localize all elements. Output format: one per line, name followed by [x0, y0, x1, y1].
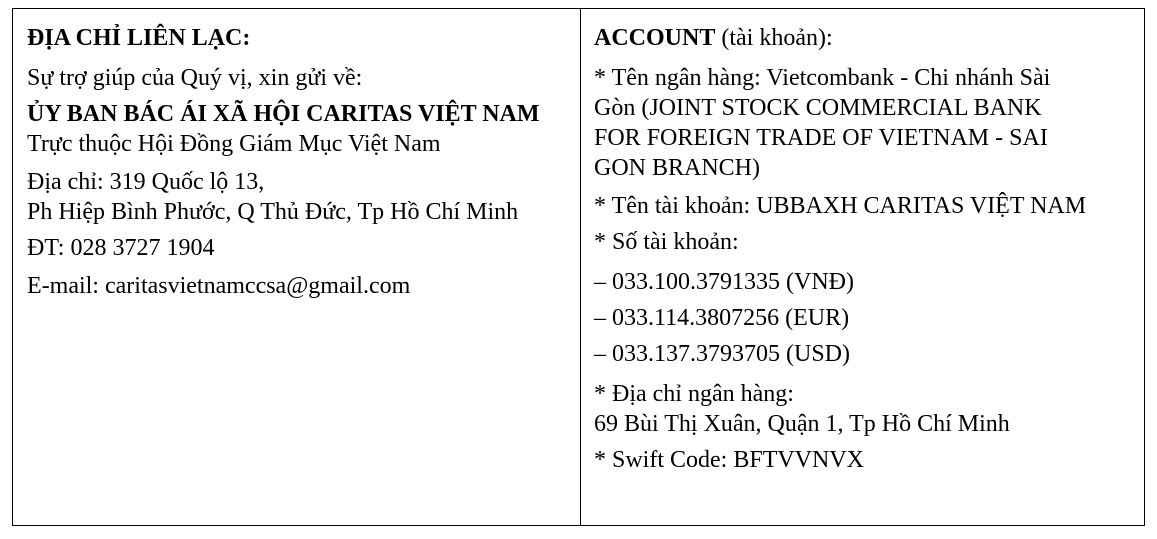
account-column [581, 9, 1144, 525]
info-table [12, 8, 1145, 526]
account-number-label: * Số tài khoản: [594, 229, 739, 255]
bank-name-line: Gòn (JOINT STOCK COMMERCIAL BANK [594, 95, 1042, 121]
bank-address-label: * Địa chỉ ngân hàng: [594, 381, 794, 407]
address-line-2: Ph Hiệp Bình Phước, Q Thủ Đức, Tp Hồ Chí Minh [27, 199, 519, 225]
account-heading-bold: ACCOUNT [594, 25, 716, 51]
org-name: ỦY BAN BÁC ÁI XÃ HỘI CARITAS VIỆT NAM [27, 101, 540, 127]
contact-column [13, 9, 581, 525]
org-subtitle: Trực thuộc Hội Đồng Giám Mục Việt Nam [27, 131, 441, 157]
email-address: E-mail: caritasvietnamccsa@gmail.com [27, 273, 411, 299]
bank-name-line: GON BRANCH) [594, 155, 761, 181]
address-line-1: Địa chỉ: 319 Quốc lộ 13, [27, 169, 265, 195]
account-number-usd: – 033.137.3793705 (USD) [594, 341, 850, 367]
bank-address: 69 Bùi Thị Xuân, Quận 1, Tp Hồ Chí Minh [594, 411, 1010, 437]
swift-code: * Swift Code: BFTVVNVX [594, 447, 865, 473]
account-number-eur: – 033.114.3807256 (EUR) [594, 305, 850, 331]
contact-intro: Sự trợ giúp của Quý vị, xin gửi về: [27, 65, 363, 91]
bank-name [594, 63, 1132, 183]
account-number-vnd: – 033.100.3791335 (VNĐ) [594, 269, 854, 295]
bank-name-line: FOR FOREIGN TRADE OF VIETNAM - SAI [594, 125, 1048, 151]
account-name: * Tên tài khoản: UBBAXH CARITAS VIỆT NAM [594, 193, 1087, 219]
account-heading [594, 23, 1132, 53]
bank-name-line: * Tên ngân hàng: Vietcombank - Chi nhánh Sài [594, 65, 1051, 91]
account-heading-rest: (tài khoản): [715, 25, 833, 51]
phone-number: ĐT: 028 3727 1904 [27, 235, 215, 261]
contact-heading: ĐỊA CHỈ LIÊN LẠC: [27, 25, 251, 51]
